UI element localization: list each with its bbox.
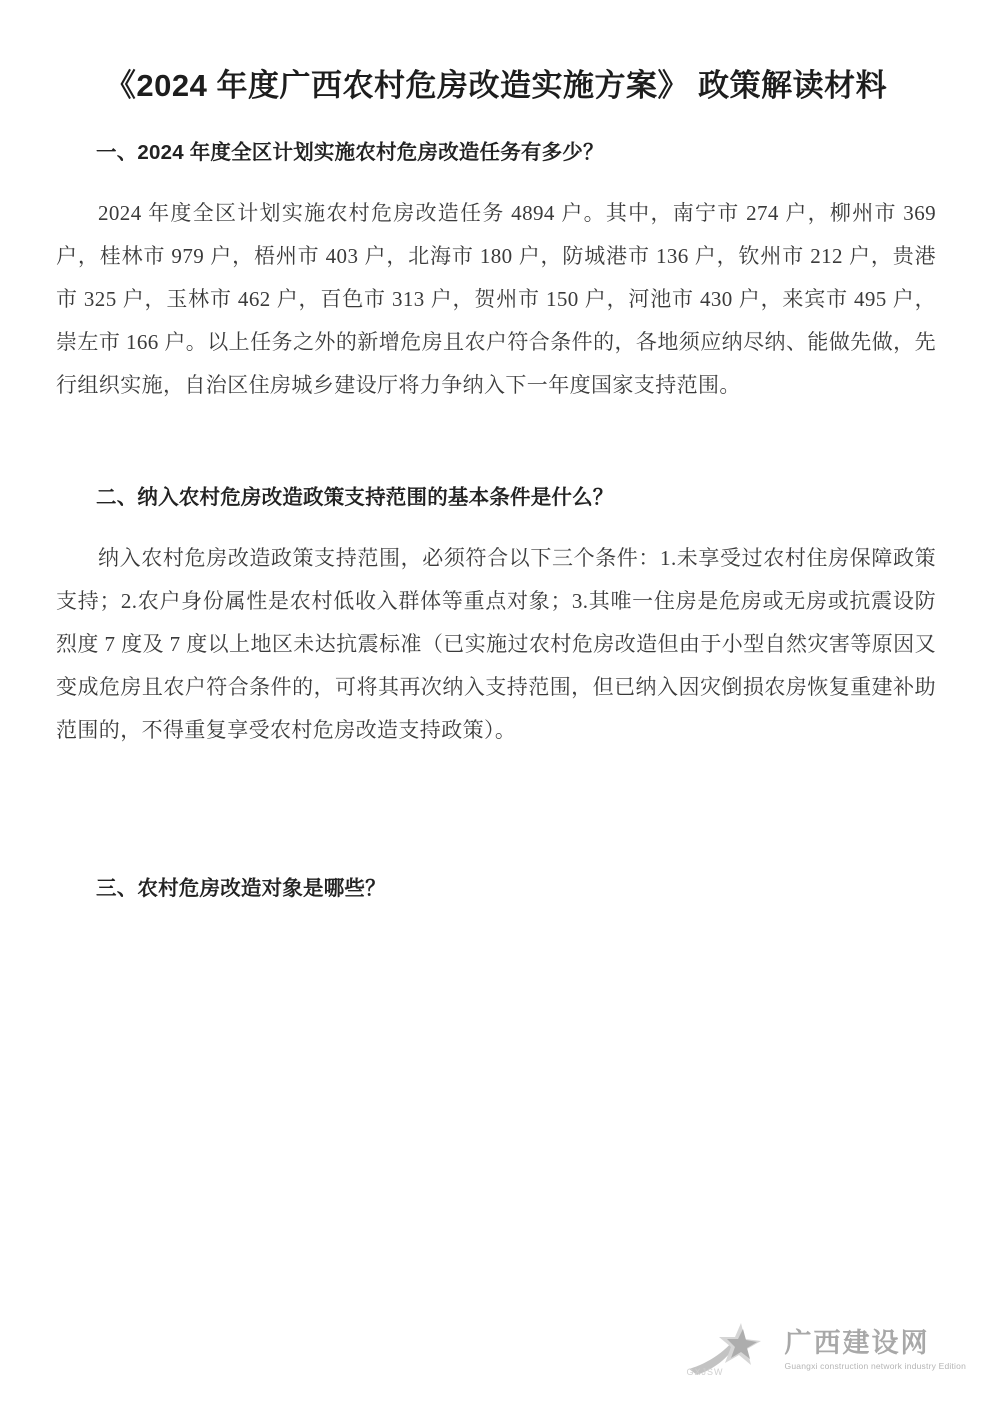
watermark-text — [785, 1328, 966, 1372]
section-paragraph: 2024 年度全区计划实施农村危房改造任务 4894 户。其中，南宁市 274 户，柳州市 369 户，桂林市 979 户，梧州市 403 户，北海市 180 户，防城港市 136 户，钦州市 212 户，贵港市 325 户，玉林市 462 户，百色市 313 户，贺州市 150 户，河池市 430 户，来宾市 495 户，崇左市 166 户。以上任务之外的新增危房且农户符合条件的，各地须应纳尽纳、能做先做，先行组织实施，自治区住房城乡建设厅将力争纳入下一年度国家支持范围。 — [56, 200, 936, 397]
page-title: 《2024 年度广西农村危房改造实施方案》 政策解读材料 — [104, 68, 888, 103]
section-three — [56, 873, 936, 906]
spacer — [56, 773, 936, 847]
watermark-brand-cn: 广西建设网 — [784, 1328, 930, 1359]
watermark-ghost-text: GXJSW — [686, 1367, 724, 1377]
section-one — [56, 137, 936, 407]
watermark — [683, 1319, 966, 1381]
watermark-brand-en: Guangxi construction network industry Edition — [784, 1361, 966, 1372]
section-heading: 二、纳入农村危房改造政策支持范围的基本条件是什么？ — [96, 486, 614, 509]
star-logo-icon — [683, 1319, 775, 1381]
section-heading: 一、2024 年度全区计划实施农村危房改造任务有多少？ — [96, 140, 604, 164]
section-paragraph: 纳入农村危房改造政策支持范围，必须符合以下三个条件：1.未享受过农村住房保障政策支持；2.农户身份属性是农村低收入群体等重点对象；3.其唯一住房是危房或无房或抗震设防烈度 7 度及 7 度以上地区未达抗震标准（已实施过农村危房改造但由于小型自然灾害等原因又变成危房且农户符合条件的，可将其再次纳入支持范围，但已纳入因灾倒损农房恢复重建补助范围的，不得重复享受农村危房改造支持政策）。 — [56, 545, 936, 742]
section-two — [56, 482, 936, 752]
section-heading: 三、农村危房改造对象是哪些？ — [96, 877, 386, 901]
spacer — [56, 428, 936, 456]
